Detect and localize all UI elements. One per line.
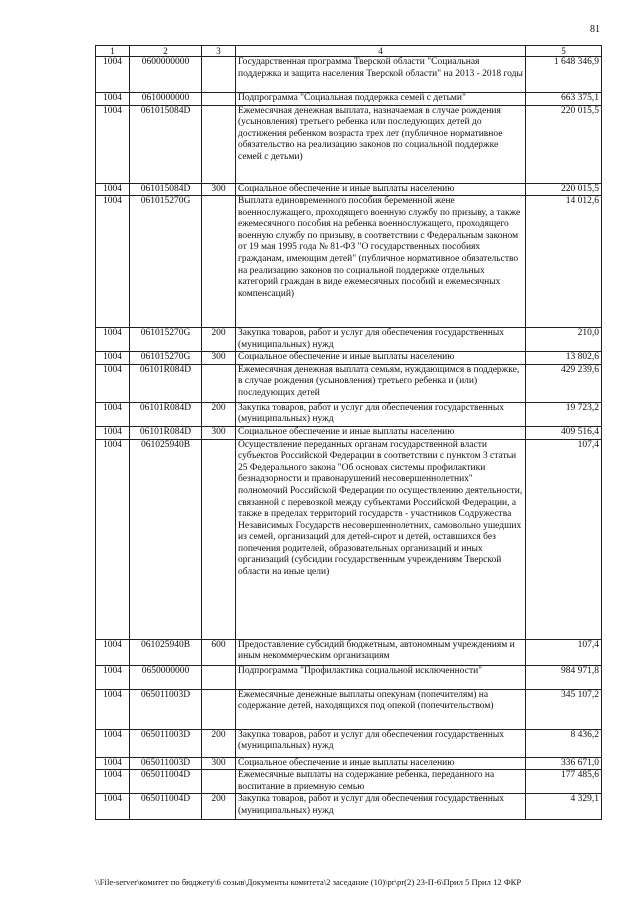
- section-code: 1004: [96, 93, 130, 106]
- section-code: 1004: [96, 665, 130, 689]
- row-description: Ежемесячная денежная выплата семьям, нуждающимся в поддержке, в случае рождения (усыновления) третьего ребенка и (или) последующих детей: [236, 364, 526, 402]
- target-code: 0610000000: [130, 93, 202, 106]
- expense-type: 300: [202, 427, 236, 440]
- table-row: [96, 639, 602, 665]
- file-path-footer: \\File-server\комитет по бюджету\6 созыв\Документы комитета\2 заседание (10)\pr\pr(2) 23-П-6\Прил 5 Прил 12 ФКР: [95, 877, 522, 887]
- expense-type: [202, 439, 236, 639]
- table-row: [96, 770, 602, 794]
- row-description: Подпрограмма "Профилактика социальной исключенности": [236, 665, 526, 689]
- expense-type: 300: [202, 352, 236, 365]
- section-code: 1004: [96, 639, 130, 665]
- target-code: 061015270G: [130, 196, 202, 328]
- row-description: Выплата единовременного пособия беременной жене военнослужащего, проходящего военную службу по призыву, а также ежемесячного пособия на ребенка военнослужащего, проходящего военную службу по призыву, в соответствии с Федеральным законом от 19 мая 1995 года № 81-ФЗ "О государственных пособиях гражданам, имеющим детей" (публичное нормативное обязательство на реализацию законов по социальной поддержке отдельных категорий граждан в виде ежемесячных пособий и ежемесячных компенсаций): [236, 196, 526, 328]
- row-description: Социальное обеспечение и иные выплаты населению: [236, 427, 526, 440]
- row-amount: 13 802,6: [526, 352, 602, 365]
- row-description: Ежемесячная денежная выплата, назначаемая в случае рождения (усыновления) третьего ребенка или последующих детей до достижения ребенком возраста трех лет (публичное нормативное обязательство на реализацию законов по социальной поддержке семей с детьми): [236, 105, 526, 183]
- section-code: 1004: [96, 57, 130, 93]
- row-amount: 345 107,2: [526, 689, 602, 729]
- expense-type: 200: [202, 328, 236, 352]
- target-code: 061025940B: [130, 639, 202, 665]
- row-amount: 409 516,4: [526, 427, 602, 440]
- expense-type: [202, 665, 236, 689]
- target-code: 065011004D: [130, 794, 202, 820]
- row-amount: 107,4: [526, 439, 602, 639]
- expense-type: [202, 93, 236, 106]
- row-amount: 14 012,6: [526, 196, 602, 328]
- section-code: 1004: [96, 770, 130, 794]
- target-code: 06101R084D: [130, 427, 202, 440]
- table-row: [96, 328, 602, 352]
- table-row: [96, 57, 602, 93]
- column-header: 2: [130, 46, 202, 57]
- target-code: 061015270G: [130, 328, 202, 352]
- expense-type: [202, 57, 236, 93]
- target-code: 06101R084D: [130, 364, 202, 402]
- expense-type: [202, 105, 236, 183]
- page-number: 81: [590, 24, 600, 35]
- row-description: Ежемесячные денежные выплаты опекунам (попечителям) на содержание детей, находящихся под опекой (попечительством): [236, 689, 526, 729]
- row-amount: 663 375,1: [526, 93, 602, 106]
- budget-table: [95, 45, 602, 820]
- section-code: 1004: [96, 183, 130, 196]
- section-code: 1004: [96, 689, 130, 729]
- target-code: 061025940B: [130, 439, 202, 639]
- row-amount: 1 648 346,9: [526, 57, 602, 93]
- row-description: Закупка товаров, работ и услуг для обеспечения государственных (муниципальных) нужд: [236, 729, 526, 757]
- table-row: [96, 93, 602, 106]
- table-row: [96, 689, 602, 729]
- column-header: 3: [202, 46, 236, 57]
- target-code: 061015270G: [130, 352, 202, 365]
- expense-type: 200: [202, 729, 236, 757]
- table-row: [96, 665, 602, 689]
- target-code: 065011004D: [130, 770, 202, 794]
- expense-type: 600: [202, 639, 236, 665]
- row-amount: 177 485,6: [526, 770, 602, 794]
- expense-type: 300: [202, 757, 236, 770]
- section-code: 1004: [96, 729, 130, 757]
- row-amount: 220 015,5: [526, 105, 602, 183]
- section-code: 1004: [96, 439, 130, 639]
- section-code: 1004: [96, 402, 130, 426]
- expense-type: 200: [202, 402, 236, 426]
- expense-type: 300: [202, 183, 236, 196]
- section-code: 1004: [96, 105, 130, 183]
- expense-type: 200: [202, 794, 236, 820]
- column-header: 1: [96, 46, 130, 57]
- table-row: [96, 105, 602, 183]
- section-code: 1004: [96, 328, 130, 352]
- expense-type: [202, 689, 236, 729]
- row-description: Социальное обеспечение и иные выплаты населению: [236, 352, 526, 365]
- table-row: [96, 729, 602, 757]
- table-row: [96, 183, 602, 196]
- table-row: [96, 794, 602, 820]
- target-code: 065011003D: [130, 729, 202, 757]
- target-code: 065011003D: [130, 757, 202, 770]
- row-amount: 336 671,0: [526, 757, 602, 770]
- table-header-row: [96, 46, 602, 57]
- row-description: Закупка товаров, работ и услуг для обеспечения государственных (муниципальных) нужд: [236, 328, 526, 352]
- target-code: 0600000000: [130, 57, 202, 93]
- target-code: 0650000000: [130, 665, 202, 689]
- section-code: 1004: [96, 757, 130, 770]
- row-amount: 107,4: [526, 639, 602, 665]
- section-code: 1004: [96, 352, 130, 365]
- row-amount: 429 239,6: [526, 364, 602, 402]
- section-code: 1004: [96, 196, 130, 328]
- row-description: Предоставление субсидий бюджетным, автономным учреждениям и иным некоммерческим организациям: [236, 639, 526, 665]
- row-description: Социальное обеспечение и иные выплаты населению: [236, 757, 526, 770]
- row-amount: 984 971,8: [526, 665, 602, 689]
- section-code: 1004: [96, 794, 130, 820]
- table-row: [96, 352, 602, 365]
- row-description: Социальное обеспечение и иные выплаты населению: [236, 183, 526, 196]
- target-code: 06101R084D: [130, 402, 202, 426]
- target-code: 061015084D: [130, 105, 202, 183]
- section-code: 1004: [96, 427, 130, 440]
- row-description: Осуществление переданных органам государственной власти субъектов Российской Федерации в соответствии с пунктом 3 статьи 25 Федерального закона "Об основах системы профилактики безнадзорности и правонарушений несовершеннолетних" полномочий Российской Федерации по осуществлению деятельности, связанной с перевозкой между субъектами Российской Федерации, а также в пределах территорий государств - участников Содружества Независимых Государств несовершеннолетних, самовольно ушедших из семей, организаций для детей-сирот и детей, оставшихся без попечения родителей, образовательных организаций и иных организаций (субсидии государственным учреждениям Тверской области на иные цели): [236, 439, 526, 639]
- expense-type: [202, 770, 236, 794]
- row-amount: 210,0: [526, 328, 602, 352]
- expense-type: [202, 196, 236, 328]
- row-description: Закупка товаров, работ и услуг для обеспечения государственных (муниципальных) нужд: [236, 402, 526, 426]
- section-code: 1004: [96, 364, 130, 402]
- row-description: Закупка товаров, работ и услуг для обеспечения государственных (муниципальных) нужд: [236, 794, 526, 820]
- row-description: Ежемесячные выплаты на содержание ребенка, переданного на воспитание в приемную семью: [236, 770, 526, 794]
- row-amount: 19 723,2: [526, 402, 602, 426]
- row-amount: 8 436,2: [526, 729, 602, 757]
- column-header: 4: [236, 46, 526, 57]
- expense-type: [202, 364, 236, 402]
- target-code: 061015084D: [130, 183, 202, 196]
- table-row: [96, 427, 602, 440]
- row-description: Государственная программа Тверской области "Социальная поддержка и защита населения Тверской области" на 2013 - 2018 годы: [236, 57, 526, 93]
- column-header: 5: [526, 46, 602, 57]
- row-description: Подпрограмма "Социальная поддержка семей с детьми": [236, 93, 526, 106]
- table-row: [96, 402, 602, 426]
- row-amount: 4 329,1: [526, 794, 602, 820]
- target-code: 065011003D: [130, 689, 202, 729]
- table-row: [96, 439, 602, 639]
- row-amount: 220 015,5: [526, 183, 602, 196]
- table-row: [96, 364, 602, 402]
- table-row: [96, 196, 602, 328]
- table-row: [96, 757, 602, 770]
